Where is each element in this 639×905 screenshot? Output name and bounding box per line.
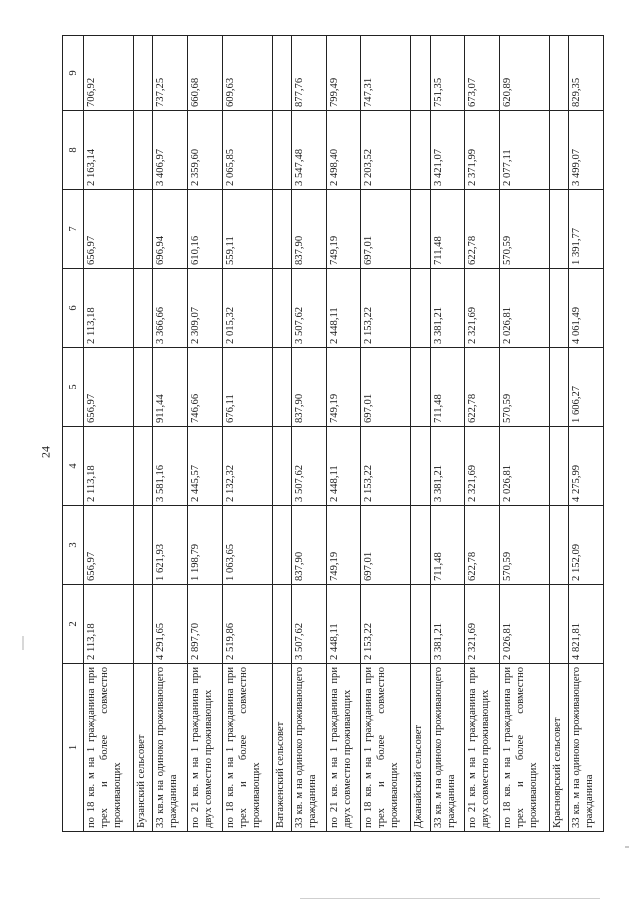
value-cell: 2 132,32	[222, 427, 272, 506]
value-cell: 1 063,65	[222, 506, 272, 585]
value-cell: 2 152,09	[569, 506, 604, 585]
value-cell: 559,11	[222, 190, 272, 269]
value-cell	[411, 36, 430, 111]
value-cell: 747,31	[361, 36, 411, 111]
value-cell: 2 309,07	[187, 269, 222, 348]
value-cell: 837,90	[291, 348, 326, 427]
section-title: Ватаженский сельсовет	[272, 664, 291, 832]
value-cell: 610,16	[187, 190, 222, 269]
value-cell	[134, 427, 153, 506]
value-cell: 2 445,57	[187, 427, 222, 506]
table-header-row	[63, 36, 84, 832]
section-row	[550, 36, 569, 832]
column-header: 3	[63, 506, 84, 585]
value-cell: 746,66	[187, 348, 222, 427]
value-cell: 4 291,65	[153, 585, 188, 664]
value-cell: 620,89	[499, 36, 549, 111]
value-cell	[411, 506, 430, 585]
column-header: 2	[63, 585, 84, 664]
value-cell: 676,11	[222, 348, 272, 427]
row-description: 33 кв.м на одиноко проживающего гражданина	[153, 664, 188, 832]
value-cell	[134, 36, 153, 111]
value-cell	[272, 427, 291, 506]
column-header: 1	[63, 664, 84, 832]
section-row	[134, 36, 153, 832]
value-cell: 3 421,07	[430, 111, 465, 190]
value-cell	[272, 190, 291, 269]
value-cell: 1 391,77	[569, 190, 604, 269]
value-cell: 749,19	[326, 190, 361, 269]
value-cell	[411, 348, 430, 427]
row-description: по 18 кв. м на 1 гражданина при трех и более совместно проживающих	[499, 664, 549, 832]
table-row	[326, 36, 361, 832]
scan-artifact	[625, 846, 629, 848]
value-cell: 4 821,81	[569, 585, 604, 664]
value-cell: 696,94	[153, 190, 188, 269]
value-cell: 2 371,99	[465, 111, 500, 190]
value-cell	[550, 427, 569, 506]
value-cell: 711,48	[430, 348, 465, 427]
table-row	[222, 36, 272, 832]
value-cell: 4 061,49	[569, 269, 604, 348]
value-cell: 911,44	[153, 348, 188, 427]
value-cell: 749,19	[326, 348, 361, 427]
value-cell: 697,01	[361, 348, 411, 427]
value-cell: 751,35	[430, 36, 465, 111]
value-cell	[134, 190, 153, 269]
value-cell	[134, 269, 153, 348]
value-cell: 656,97	[84, 190, 134, 269]
value-cell: 656,97	[84, 506, 134, 585]
table-row	[430, 36, 465, 832]
value-cell: 2 163,14	[84, 111, 134, 190]
value-cell: 3 507,62	[291, 269, 326, 348]
value-cell: 3 507,62	[291, 427, 326, 506]
value-cell: 2 153,22	[361, 427, 411, 506]
value-cell: 570,59	[499, 506, 549, 585]
value-cell	[550, 36, 569, 111]
value-cell	[550, 111, 569, 190]
table-row	[465, 36, 500, 832]
row-description: 33 кв. м на одиноко проживающего гражданина	[291, 664, 326, 832]
value-cell	[411, 269, 430, 348]
value-cell: 829,35	[569, 36, 604, 111]
value-cell	[411, 190, 430, 269]
value-cell: 737,25	[153, 36, 188, 111]
value-cell	[272, 506, 291, 585]
value-cell: 2 065,85	[222, 111, 272, 190]
tariff-table	[62, 35, 604, 832]
section-title: Бузанский сельсовет	[134, 664, 153, 832]
table-row	[84, 36, 134, 832]
value-cell	[550, 585, 569, 664]
value-cell	[411, 427, 430, 506]
value-cell: 3 406,97	[153, 111, 188, 190]
value-cell: 706,92	[84, 36, 134, 111]
value-cell: 3 499,07	[569, 111, 604, 190]
value-cell: 1 198,79	[187, 506, 222, 585]
value-cell: 2 077,11	[499, 111, 549, 190]
value-cell: 3 381,21	[430, 427, 465, 506]
value-cell: 2 113,18	[84, 269, 134, 348]
value-cell: 2 897,70	[187, 585, 222, 664]
value-cell: 3 507,62	[291, 585, 326, 664]
column-header: 6	[63, 269, 84, 348]
value-cell: 3 366,66	[153, 269, 188, 348]
value-cell: 673,07	[465, 36, 500, 111]
value-cell: 697,01	[361, 190, 411, 269]
value-cell	[411, 111, 430, 190]
section-row	[411, 36, 430, 832]
value-cell: 622,78	[465, 190, 500, 269]
value-cell: 2 448,11	[326, 269, 361, 348]
value-cell	[272, 585, 291, 664]
table-row	[291, 36, 326, 832]
value-cell: 2 153,22	[361, 269, 411, 348]
value-cell: 2 026,81	[499, 269, 549, 348]
row-description: по 18 кв. м на 1 гражданина при трех и более совместно проживающих	[84, 664, 134, 832]
value-cell: 609,63	[222, 36, 272, 111]
row-description: по 18 кв. м на 1 гражданина при трех и более совместно проживающих	[222, 664, 272, 832]
value-cell: 656,97	[84, 348, 134, 427]
table-body	[84, 36, 604, 832]
value-cell: 749,19	[326, 506, 361, 585]
value-cell: 837,90	[291, 190, 326, 269]
value-cell: 570,59	[499, 348, 549, 427]
value-cell: 711,48	[430, 506, 465, 585]
value-cell	[272, 111, 291, 190]
section-title: Джанайский сельсовет	[411, 664, 430, 832]
row-description: 33 кв. м на одиноко проживающего гражданина	[569, 664, 604, 832]
value-cell: 2 321,69	[465, 269, 500, 348]
value-cell: 660,68	[187, 36, 222, 111]
value-cell	[134, 506, 153, 585]
value-cell: 2 448,11	[326, 427, 361, 506]
value-cell: 2 026,81	[499, 585, 549, 664]
value-cell: 2 113,18	[84, 427, 134, 506]
value-cell: 2 448,11	[326, 585, 361, 664]
value-cell	[134, 111, 153, 190]
value-cell	[550, 506, 569, 585]
value-cell: 877,76	[291, 36, 326, 111]
value-cell	[272, 348, 291, 427]
value-cell	[550, 190, 569, 269]
page-number: 24	[38, 446, 53, 458]
value-cell: 4 275,99	[569, 427, 604, 506]
value-cell	[134, 585, 153, 664]
value-cell: 3 381,21	[430, 585, 465, 664]
value-cell: 570,59	[499, 190, 549, 269]
column-header: 5	[63, 348, 84, 427]
value-cell	[411, 585, 430, 664]
value-cell: 2 321,69	[465, 427, 500, 506]
scan-edge-line	[300, 898, 600, 899]
value-cell: 2 113,18	[84, 585, 134, 664]
value-cell: 2 153,22	[361, 585, 411, 664]
value-cell: 799,49	[326, 36, 361, 111]
value-cell: 2 498,40	[326, 111, 361, 190]
column-header: 9	[63, 36, 84, 111]
value-cell: 2 359,60	[187, 111, 222, 190]
value-cell	[550, 269, 569, 348]
row-description: 33 кв. м на одиноко проживающего гражданина	[430, 664, 465, 832]
value-cell: 711,48	[430, 190, 465, 269]
table-row	[569, 36, 604, 832]
value-cell: 3 547,48	[291, 111, 326, 190]
value-cell	[272, 36, 291, 111]
value-cell: 2 203,52	[361, 111, 411, 190]
value-cell: 837,90	[291, 506, 326, 585]
value-cell: 622,78	[465, 348, 500, 427]
section-row	[272, 36, 291, 832]
value-cell: 1 621,93	[153, 506, 188, 585]
column-header: 8	[63, 111, 84, 190]
value-cell: 2 519,86	[222, 585, 272, 664]
section-title: Красноярский сельсовет	[550, 664, 569, 832]
column-header: 7	[63, 190, 84, 269]
column-header: 4	[63, 427, 84, 506]
row-description: по 21 кв. м на 1 гражданина при двух совместно проживающих	[326, 664, 361, 832]
table-row	[361, 36, 411, 832]
value-cell	[134, 348, 153, 427]
value-cell	[550, 348, 569, 427]
value-cell: 2 321,69	[465, 585, 500, 664]
value-cell: 1 606,27	[569, 348, 604, 427]
value-cell: 3 381,21	[430, 269, 465, 348]
row-description: по 18 кв. м на 1 гражданина при трех и более совместно проживающих	[361, 664, 411, 832]
row-description: по 21 кв. м на 1 гражданина при двух совместно проживающих	[465, 664, 500, 832]
value-cell: 2 015,32	[222, 269, 272, 348]
rotated-table-container	[62, 36, 604, 832]
scan-artifact	[22, 636, 24, 650]
value-cell: 3 581,16	[153, 427, 188, 506]
value-cell: 622,78	[465, 506, 500, 585]
table-row	[187, 36, 222, 832]
value-cell: 697,01	[361, 506, 411, 585]
table-row	[499, 36, 549, 832]
value-cell: 2 026,81	[499, 427, 549, 506]
table-row	[153, 36, 188, 832]
value-cell	[272, 269, 291, 348]
row-description: по 21 кв. м на 1 гражданина при двух совместно проживающих	[187, 664, 222, 832]
